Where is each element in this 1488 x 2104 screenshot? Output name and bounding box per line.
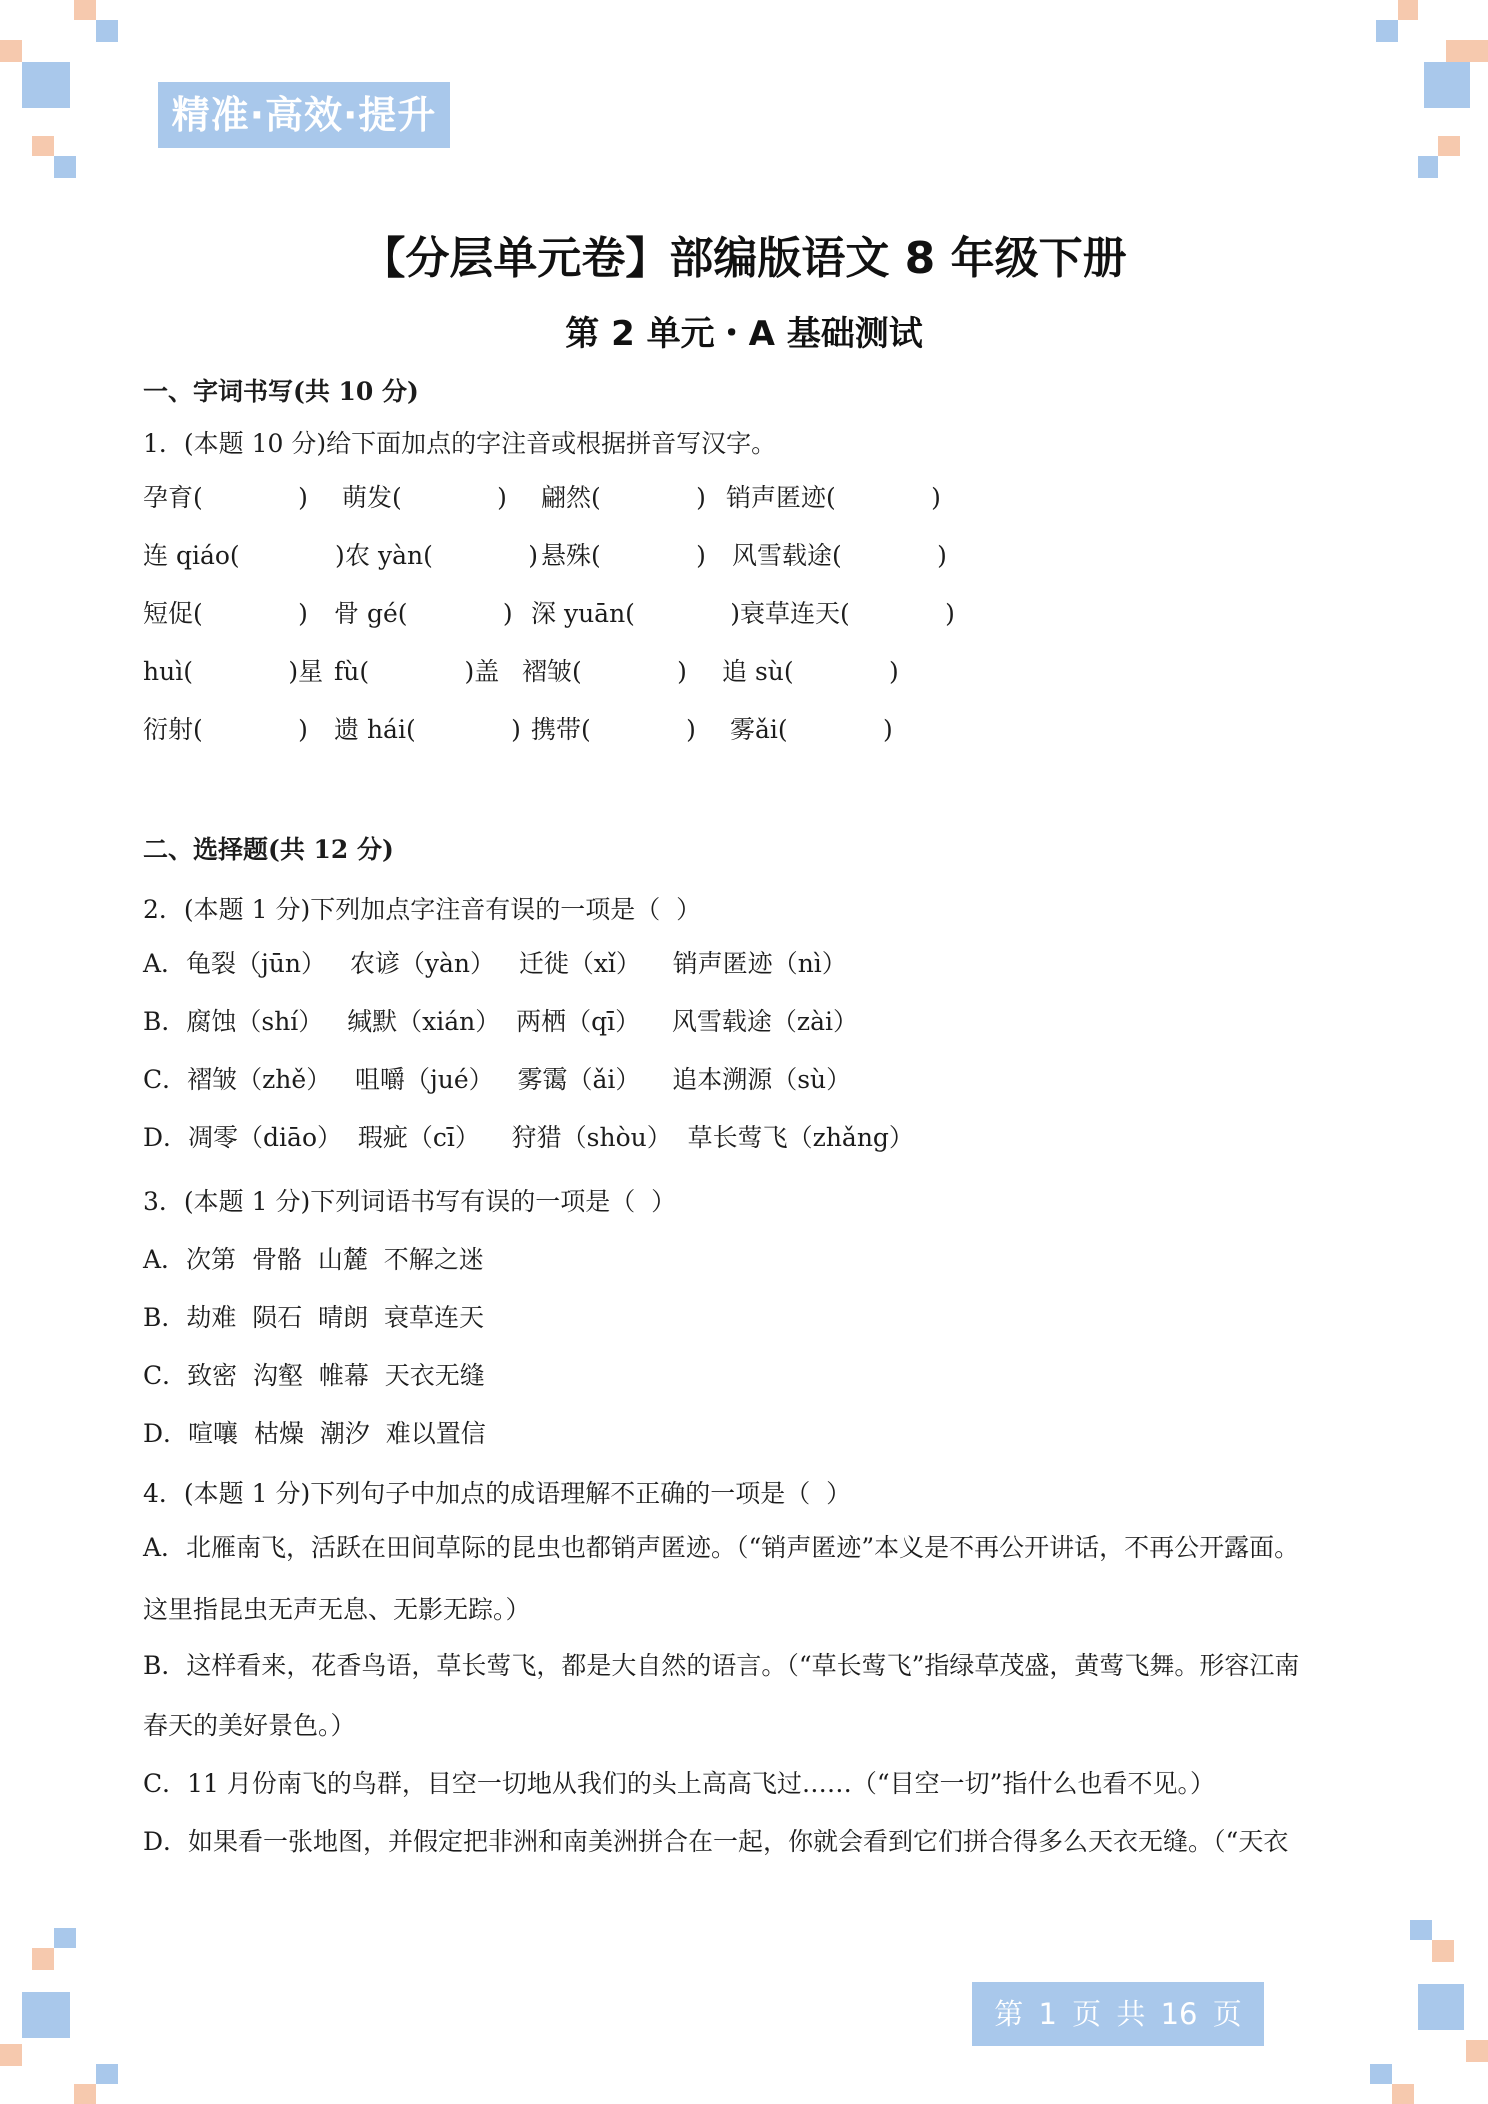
corner-square [1438, 136, 1460, 156]
option-line: B．这样看来，花香鸟语，草长莺飞，都是大自然的语言。（“草长莺飞”指绿草茂盛，黄莺飞舞。形容江南 [143, 1651, 1300, 1680]
question-text: 2．(本题 1 分)下列加点字注音有误的一项是（ ） [143, 895, 702, 924]
corner-square [1410, 1920, 1432, 1940]
corner-square [1418, 1984, 1464, 2030]
fill-item: 遗 hái( ) [334, 715, 521, 744]
fill-item: 衍射( ) [143, 715, 308, 744]
option-line: D．如果看一张地图，并假定把非洲和南美洲拼合在一起，你就会看到它们拼合得多么天衣无缝。（“天衣 [143, 1827, 1289, 1856]
option-line: B．劫难 陨石 晴朗 衰草连天 [143, 1303, 485, 1332]
fill-item: 萌发( ) [342, 483, 507, 512]
fill-item: fù( )盖 [334, 657, 500, 686]
fill-item: 农 yàn( ) [345, 541, 538, 570]
page-number: 第 1 页 共 16 页 [972, 1982, 1264, 2046]
fill-item: 深 yuān( ) [531, 599, 741, 628]
fill-item: 携带( ) [531, 715, 696, 744]
page-title: 【分层单元卷】部编版语文 8 年级下册 [361, 233, 1127, 284]
corner-square [22, 62, 70, 108]
option-line: D．喧嚷 枯燥 潮汐 难以置信 [143, 1419, 486, 1448]
option-line: D．凋零（diāo） 瑕疵（cī） 狩猎（shòu） 草长莺飞（zhǎng） [143, 1123, 914, 1152]
option-line: 春天的美好景色。） [143, 1711, 356, 1740]
question-text: 3．(本题 1 分)下列词语书写有误的一项是（ ） [143, 1187, 677, 1216]
corner-square [74, 0, 96, 20]
page-subtitle: 第 2 单元・A 基础测试 [565, 314, 923, 354]
section-heading: 一、字词书写(共 10 分) [143, 377, 419, 406]
fill-item: 骨 gé( ) [334, 599, 513, 628]
section-heading: 二、选择题(共 12 分) [143, 835, 394, 864]
corner-square [54, 1928, 76, 1948]
fill-item: 雾ǎi( ) [730, 715, 893, 744]
corner-square [1392, 2084, 1414, 2104]
corner-square [1432, 1940, 1454, 1962]
fill-item: 褶皱( ) [522, 657, 687, 686]
fill-item: 悬殊( ) [541, 541, 706, 570]
corner-square [96, 2064, 118, 2084]
corner-square [1466, 2040, 1488, 2062]
fill-item: huì( )星 [143, 657, 324, 686]
corner-square [1446, 40, 1488, 62]
corner-square [1376, 20, 1398, 42]
fill-item: 连 qiáo( ) [143, 541, 345, 570]
option-line: A．次第 骨骼 山麓 不解之迷 [143, 1245, 484, 1274]
fill-item: 销声匿迹( ) [726, 483, 941, 512]
fill-item: 短促( ) [143, 599, 308, 628]
option-line: B．腐蚀（shí） 缄默（xián） 两栖（qī） 风雪载途（zài） [143, 1007, 858, 1036]
corner-square [0, 2044, 22, 2066]
option-line: C．褶皱（zhě） 咀嚼（jué） 雾霭（ǎi） 追本溯源（sù） [143, 1065, 852, 1094]
brand-banner: 精准·高效·提升 [158, 82, 450, 148]
fill-item: 孕育( ) [143, 483, 308, 512]
corner-square [1370, 2064, 1392, 2084]
option-line: A．北雁南飞，活跃在田间草际的昆虫也都销声匿迹。（“销声匿迹”本义是不再公开讲话，不再公开露面。 [143, 1533, 1300, 1562]
corner-square [32, 136, 54, 156]
fill-item: 追 sù( ) [722, 657, 899, 686]
corner-square [0, 40, 22, 62]
option-line: A．龟裂（jūn） 农谚（yàn） 迁徙（xǐ） 销声匿迹（nì） [143, 949, 847, 978]
fill-item: 风雪载途( ) [732, 541, 947, 570]
corner-square [54, 156, 76, 178]
question-text: 1．(本题 10 分)给下面加点的字注音或根据拼音写汉字。 [143, 429, 777, 458]
corner-square [74, 2084, 96, 2104]
corner-square [1398, 0, 1418, 20]
option-line: C．致密 沟壑 帷幕 天衣无缝 [143, 1361, 485, 1390]
question-text: 4．(本题 1 分)下列句子中加点的成语理解不正确的一项是（ ） [143, 1479, 852, 1508]
corner-square [1418, 156, 1438, 178]
corner-square [96, 20, 118, 42]
corner-square [32, 1948, 54, 1970]
option-line: 这里指昆虫无声无息、无影无踪。） [143, 1595, 531, 1624]
fill-item: 衰草连天( ) [740, 599, 955, 628]
corner-square [22, 1992, 70, 2038]
fill-item: 翩然( ) [541, 483, 706, 512]
option-line: C．11 月份南飞的鸟群，目空一切地从我们的头上高高飞过……（“目空一切”指什么也看不见。） [143, 1769, 1215, 1798]
corner-square [1424, 62, 1470, 108]
